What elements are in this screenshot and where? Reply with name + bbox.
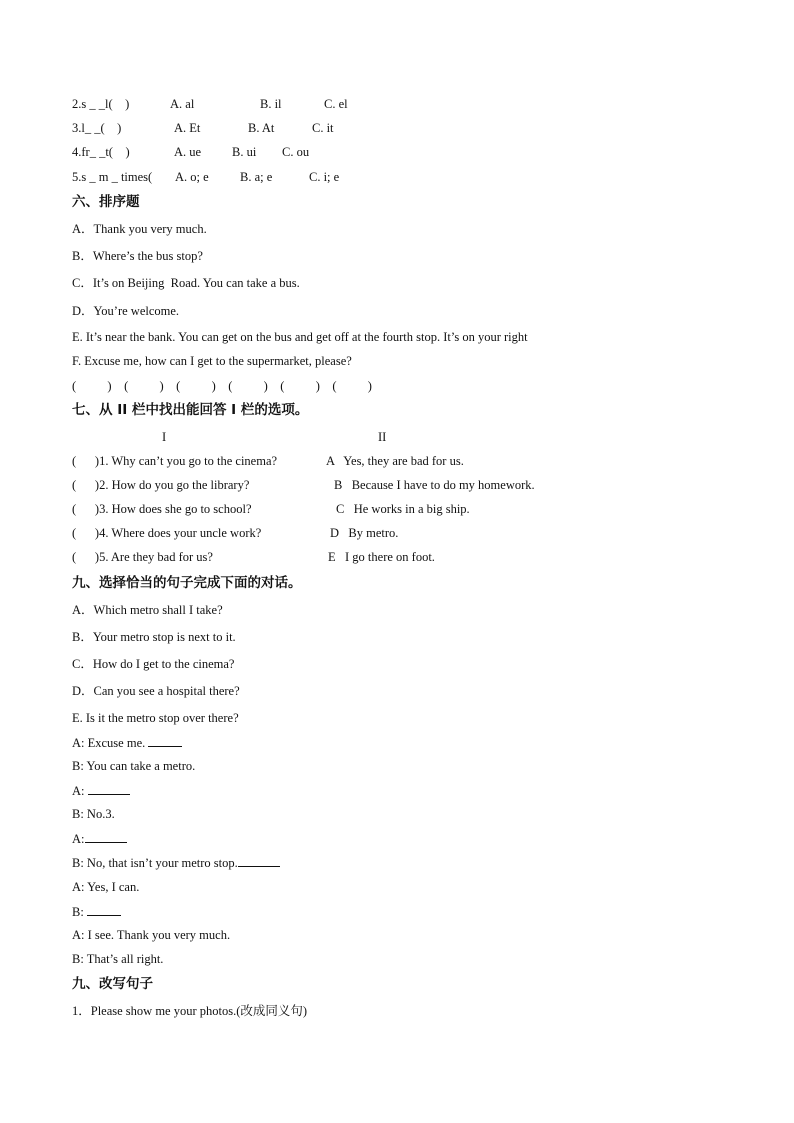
match-answer: B Because I have to do my homework. [334,478,535,492]
option-b: B. a; e [240,170,273,184]
option-b: B. il [260,97,282,111]
dialogue-line [72,879,139,895]
dialogue-line [72,903,121,920]
dialogue-line [72,734,182,751]
option-b: B. ui [232,145,257,159]
dialogue-line [72,951,163,967]
column-header-i: I [162,430,167,444]
option-line: F. Excuse me, how can I get to the supermarket, please? [72,354,352,368]
dialogue-text: B: No.3. [72,807,115,821]
spelling-question: 3.l_ _( ) [72,121,122,135]
dialogue-line [72,806,115,822]
option-b: B. At [248,121,275,135]
answer-blank[interactable] [88,782,130,795]
option-line: B．Your metro stop is next to it. [72,630,236,644]
dialogue-text: B: You can take a metro. [72,759,196,773]
dialogue-text: A: Yes, I can. [72,880,140,894]
column-header-ii: II [378,430,387,444]
option-line: D．You’re welcome. [72,304,180,318]
option-c: C. ou [282,145,310,159]
dialogue-text: A: Excuse me. [72,736,149,750]
option-a: A. al [170,97,195,111]
answer-blank[interactable] [87,903,121,916]
dialogue-line [72,782,130,799]
section-title: 七、从 II 栏中找出能回答 I 栏的选项。 [72,402,309,418]
option-a: A. Et [174,121,201,135]
dialogue-text: A: [72,784,88,798]
option-line: E. It’s near the bank. You can get on the bus and get off at the fourth stop. It’s on your right [72,330,528,344]
option-line: B．Where’s the bus stop? [72,249,203,263]
dialogue-line [72,830,127,847]
option-c: C. i; e [309,170,340,184]
option-line: E. Is it the metro stop over there? [72,711,239,725]
answer-blank[interactable] [238,854,280,867]
dialogue-line [72,927,230,943]
option-line: C．It’s on Beijing Road. You can take a bus. [72,276,300,290]
section-title: 九、改写句子 [72,976,153,992]
match-question: ( )2. How do you go the library? [72,478,250,492]
dialogue-line [72,854,280,871]
match-answer: D By metro. [330,526,399,540]
dialogue-text: A: I see. Thank you very much. [72,928,231,942]
option-a: A. ue [174,145,202,159]
option-c: C. el [324,97,348,111]
dialogue-text: B: [72,905,87,919]
spelling-question: 2.s _ _l( ) [72,97,130,111]
answer-brackets: ( ) ( ) ( ) ( ) ( ) ( ) [72,379,372,393]
option-line: A．Which metro shall I take? [72,603,223,617]
answer-blank[interactable] [148,734,182,747]
spelling-question: 5.s _ m _ times( [72,170,153,184]
match-answer: A Yes, they are bad for us. [326,454,464,468]
dialogue-text: A: [72,832,85,846]
rewrite-item: 1．Please show me your photos.(改成同义句) [72,1004,308,1018]
option-a: A. o; e [175,170,209,184]
section-title: 六、排序题 [72,194,140,210]
match-question: ( )3. How does she go to school? [72,502,252,516]
section-title: 九、选择恰当的句子完成下面的对话。 [72,575,302,591]
match-answer: C He works in a big ship. [336,502,470,516]
spelling-question: 4.fr_ _t( ) [72,145,130,159]
option-line: C．How do I get to the cinema? [72,657,235,671]
answer-blank[interactable] [85,830,127,843]
option-c: C. it [312,121,334,135]
dialogue-line [72,758,195,774]
match-question: ( )4. Where does your uncle work? [72,526,262,540]
match-answer: E I go there on foot. [328,550,435,564]
match-question: ( )5. Are they bad for us? [72,550,213,564]
dialogue-text: B: That’s all right. [72,952,164,966]
option-line: A．Thank you very much. [72,222,207,236]
dialogue-text: B: No, that isn’t your metro stop. [72,856,238,870]
match-question: ( )1. Why can’t you go to the cinema? [72,454,278,468]
option-line: D．Can you see a hospital there? [72,684,240,698]
